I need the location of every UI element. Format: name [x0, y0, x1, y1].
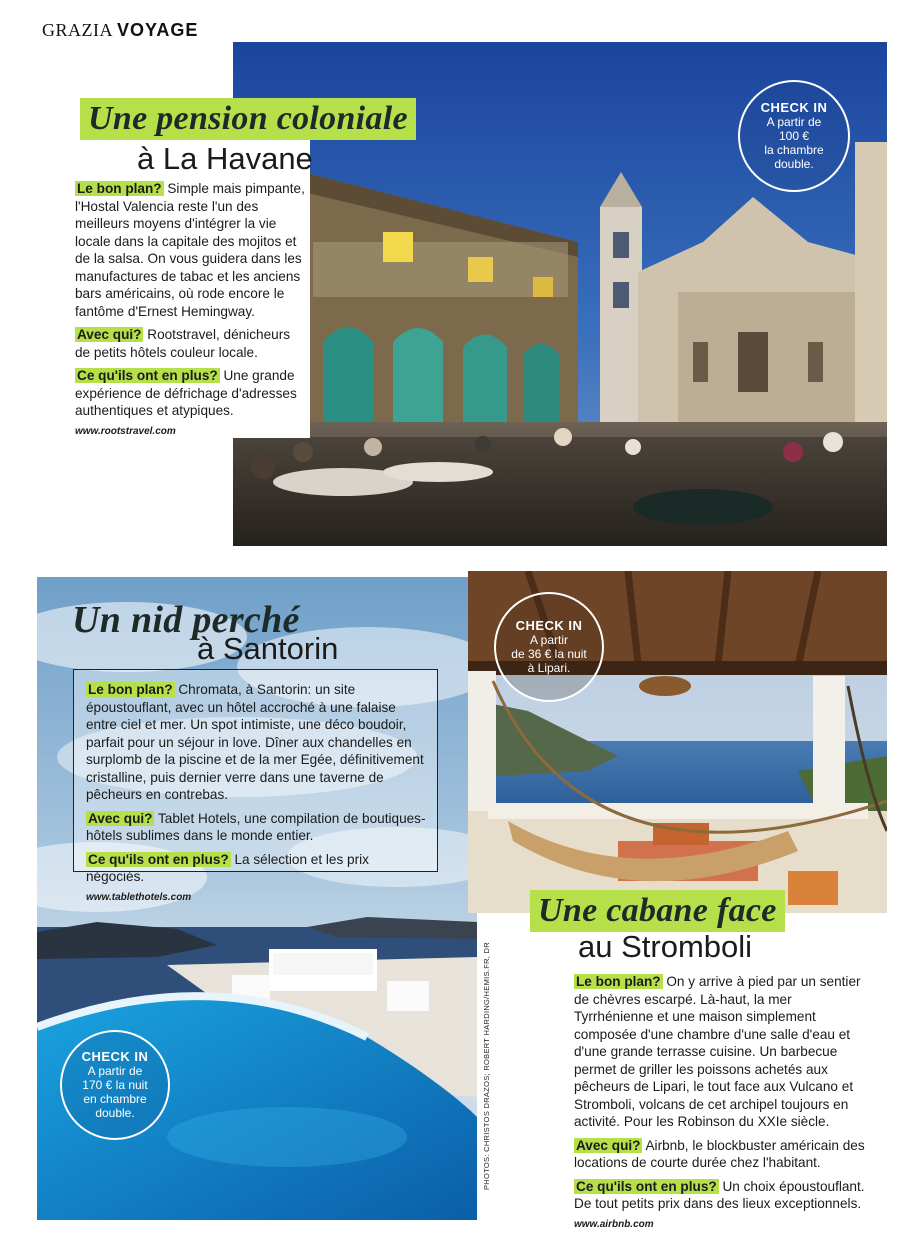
paragraph-avec-qui — [574, 1137, 870, 1172]
paragraph-bon-plan — [75, 180, 307, 320]
badge-line: A partir de — [87, 1064, 143, 1078]
santorini-url-link[interactable]: www.tablethotels.com — [86, 891, 192, 903]
label-en-plus: Ce qu'ils ont en plus? — [576, 1178, 717, 1194]
santorini-check-in-badge — [60, 1030, 170, 1140]
photo-credits: PHOTOS: CHRISTOS DRAZOS; ROBERT HARDING/HEMIS.FR, DR — [482, 942, 491, 1190]
santorini-place-title: à Santorin — [197, 631, 339, 666]
stromboli-url-link[interactable]: www.airbnb.com — [574, 1218, 654, 1230]
stromboli-headline: Une cabane face — [530, 890, 785, 932]
havana-url-link[interactable]: www.rootstravel.com — [75, 425, 176, 437]
paragraph-bon-plan — [86, 681, 426, 804]
paragraph-text: Tablet Hotels, une compilation de boutiques-hôtels sublimes dans le monde entier. — [86, 810, 426, 843]
paragraph-avec-qui — [86, 810, 426, 845]
paragraph-text: Airbnb, le blockbuster américain des locations de courte durée chez l'habitant. — [574, 1137, 865, 1170]
masthead — [42, 20, 198, 41]
paragraph-text: Rootstravel, dénicheurs de petits hôtels couleur locale. — [75, 327, 291, 360]
badge-title: CHECK IN — [760, 100, 828, 115]
havana-article — [75, 180, 307, 437]
label-bon-plan: Le bon plan? — [576, 974, 661, 989]
santorini-text-box — [73, 669, 438, 903]
paragraph-text: La sélection et les prix négociés. — [86, 851, 369, 884]
badge-line: la chambre — [764, 143, 824, 157]
section-name: VOYAGE — [117, 20, 199, 40]
badge-price: 100 € — [778, 129, 810, 143]
badge-line: A partir de — [766, 115, 822, 129]
brand-name: GRAZIA — [42, 20, 112, 40]
badge-line: à Lipari. — [527, 661, 571, 675]
badge-line: double. — [95, 1106, 135, 1120]
paragraph-text: Un choix époustouflant. De tout petits prix dans des lieux exceptionnels. — [574, 1178, 865, 1211]
stromboli-article — [574, 973, 870, 1230]
label-avec-qui: Avec qui? — [77, 327, 142, 342]
label-bon-plan: Le bon plan? — [88, 682, 173, 697]
santorini-headline: Un nid perché — [72, 599, 300, 641]
stromboli-place-title: au Stromboli — [578, 929, 753, 964]
badge-line: double. — [774, 157, 814, 171]
badge-price: 170 € la nuit — [82, 1078, 148, 1092]
paragraph-text: Une grande expérience de défrichage d'adresses authentiques et atypiques. — [75, 368, 297, 418]
badge-line: A partir — [529, 633, 568, 647]
paragraph-text: On y arrive à pied par un sentier de chèvres escarpé. Là-haut, la mer Tyrrhénienne et une maison simplement composée d'une chambre d'une salle d'eau et d'une grande terrasse cuisine. Un barbecue permet de griller les poissons achetés aux pêcheurs de Lipari, le tout face aux Vulcano et Stromboli, volcans de cet archipel toujours en activité. Pour les Robinson du XXIe siècle. — [574, 974, 861, 1129]
label-avec-qui: Avec qui? — [88, 810, 153, 826]
havana-check-in-badge — [738, 80, 850, 192]
badge-line: en chambre — [83, 1092, 147, 1106]
paragraph-en-plus — [86, 851, 426, 886]
havana-headline: Une pension coloniale — [80, 98, 416, 140]
stromboli-check-in-badge — [494, 592, 604, 702]
paragraph-en-plus — [574, 1178, 870, 1213]
badge-title: CHECK IN — [515, 618, 583, 633]
paragraph-text: Simple mais pimpante, l'Hostal Valencia reste l'un des meilleurs moyens d'intégrer la vie locale dans la capitale des mojitos et de la salsa. On vous guidera dans les manufactures de tabac et les anciens bars américains, où rode encore le fantôme d'Ernest Hemingway. — [75, 181, 305, 319]
havana-place-title: à La Havane — [137, 141, 313, 176]
label-bon-plan: Le bon plan? — [77, 181, 162, 196]
label-en-plus: Ce qu'ils ont en plus? — [77, 368, 218, 383]
paragraph-text: Chromata, à Santorin: un site époustouflant, avec un hôtel accroché à une falaise entre ciel et mer. Un spot intimiste, une déco boudoir, parfait pour un séjour in love. Dîner aux chandelles en surplomb de la piscine et de la mer Egée, définitivement cristalline, puis dernier verre dans une taverne de pêcheurs en contrebas. — [86, 682, 424, 802]
label-avec-qui: Avec qui? — [576, 1137, 641, 1153]
paragraph-bon-plan — [574, 973, 870, 1131]
paragraph-avec-qui — [75, 326, 307, 361]
label-en-plus: Ce qu'ils ont en plus? — [88, 851, 229, 867]
badge-price: de 36 € la nuit — [511, 647, 587, 661]
badge-title: CHECK IN — [81, 1049, 149, 1064]
paragraph-en-plus — [75, 367, 307, 420]
